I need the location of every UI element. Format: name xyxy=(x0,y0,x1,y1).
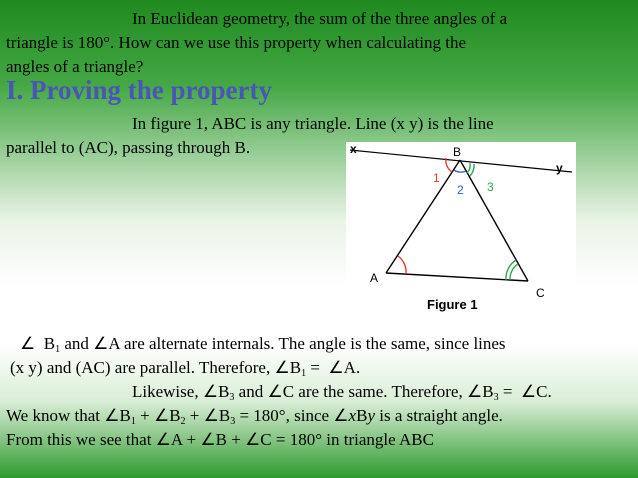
label-angle-3: 3 xyxy=(487,180,494,194)
statement-line-4: We know that $\angle B_1$ + $\angle B_2$ + $\angle B_3 = 180^\circ$, since ∠xBy is a straight angle. xyxy=(6,406,503,427)
label-a: A xyxy=(370,271,379,285)
intro-line-1: In Euclidean geometry, the sum of the three angles of a xyxy=(132,9,508,28)
label-y: y xyxy=(556,161,563,175)
label-c: C xyxy=(536,286,545,300)
angle-c-arc-outer xyxy=(506,260,516,280)
label-angle-1: 1 xyxy=(433,171,440,185)
triangle-diagram xyxy=(346,142,576,314)
angle-3-arc-outer xyxy=(467,163,470,173)
para-line-1: In figure 1, ABC is any triangle. Line (x y) is the line xyxy=(132,114,494,133)
triangle-figure xyxy=(346,142,576,314)
statement-line-2: (x y) and (AC) are parallel. Therefore, $\angle B_1$ = ∠A. xyxy=(10,358,361,379)
label-angle-2: 2 xyxy=(457,183,464,197)
angle-2-arc xyxy=(454,170,466,172)
intro-line-2: triangle is 180°. How can we use this property when calculating the xyxy=(6,33,467,52)
angle-a-arc xyxy=(398,256,406,274)
figure-caption: Figure 1 xyxy=(427,297,478,312)
para-line-2: parallel to (AC), passing through B. xyxy=(6,138,251,157)
section-heading: I. Proving the property xyxy=(6,75,272,105)
statement-line-5: From this we see that ∠A + ∠B + ∠C = 180° in triangle ABC xyxy=(6,430,434,449)
side-ab xyxy=(386,160,460,273)
statement-line-1: ∠ $B_1$ and ∠A are alternate internals. The angle is the same, since lines xyxy=(20,334,506,355)
label-b: B xyxy=(453,145,462,159)
angle-c-arc-inner xyxy=(510,264,518,280)
intro-line-3: angles of a triangle? xyxy=(6,57,144,76)
label-x: x xyxy=(350,142,357,156)
statement-line-3: Likewise, $\angle B_3$ and ∠C are the same. Therefore, $\angle B_3$ = ∠C. xyxy=(132,382,552,403)
side-bc xyxy=(460,160,528,281)
